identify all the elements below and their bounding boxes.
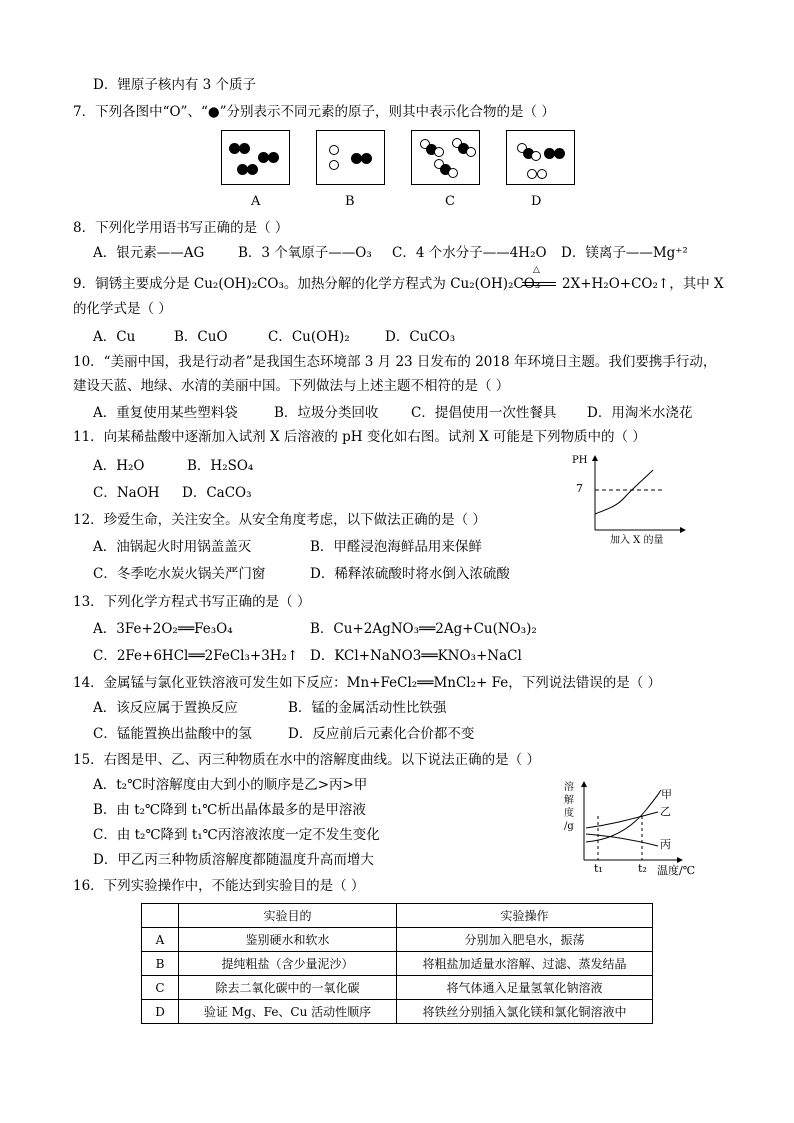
q9-option-b: B．CuO xyxy=(174,329,228,345)
table-cell: C xyxy=(142,976,179,1000)
q11-stem: 11．向某稀盐酸中逐渐加入试剂 X 后溶液的 pH 变化如右图。试剂 X 可能是下列物质中的（ ） xyxy=(73,429,646,445)
q7-figure-c xyxy=(411,130,480,185)
q11-option-c: C．NaOH xyxy=(93,485,160,501)
q14-stem: 14．金属锰与氯化亚铁溶液可发生如下反应：Mn+FeCl₂══MnCl₂+ Fe，下列说法错误的是（ ） xyxy=(73,675,662,691)
q13-option-a: A．3Fe+2O₂══Fe₃O₄ xyxy=(93,621,233,637)
q7-figure-d xyxy=(506,130,575,185)
q13-option-d: D．KCl+NaNO3══KNO₃+NaCl xyxy=(310,648,522,664)
table-cell: 将铁丝分别插入氯化镁和氯化铜溶液中 xyxy=(397,1000,653,1024)
q10-option-d: D．用淘米水浇花 xyxy=(587,405,693,421)
q15-graph-t2: t₂ xyxy=(638,862,647,875)
q7-figure-a xyxy=(221,130,290,185)
q15-curve-label-yi: 乙 xyxy=(660,805,671,818)
q9-option-c: C．Cu(OH)₂ xyxy=(268,329,350,345)
q13-option-c: C．2Fe+6HCl══2FeCl₃+3H₂↑ xyxy=(93,648,299,664)
q9-line2: 的化学式是（ ） xyxy=(73,301,172,317)
q9-option-a: A．Cu xyxy=(93,329,136,345)
q9-line1-b: 2X+H₂O+CO₂↑，其中 X xyxy=(562,276,724,292)
q10-option-a: A．重复使用某些塑料袋 xyxy=(93,405,238,421)
q12-option-c: C．冬季吃水炭火锅关严门窗 xyxy=(93,566,266,582)
table-cell: 将气体通入足量氢氧化钠溶液 xyxy=(397,976,653,1000)
q14-option-b: B．锰的金属活动性比铁强 xyxy=(288,700,447,716)
q15-graph-t1: t₁ xyxy=(594,862,603,875)
q12-option-b: B．甲醛浸泡海鲜品用来保鲜 xyxy=(310,539,482,555)
q7-label-c: C xyxy=(445,194,455,209)
table-cell: 鉴别硬水和软水 xyxy=(179,928,397,952)
q7-label-a: A xyxy=(251,194,261,209)
q8-option-c: C．4 个水分子——4H₂O xyxy=(392,245,547,261)
q11-graph-ylabel: PH xyxy=(572,455,588,466)
q12-option-d: D．稀释浓硫酸时将水倒入浓硫酸 xyxy=(310,566,510,582)
q15-option-a: A．t₂℃时溶解度由大到小的顺序是乙>丙>甲 xyxy=(93,777,368,793)
q9-heat-symbol: △ xyxy=(533,265,540,275)
table-cell: D xyxy=(142,1000,179,1024)
q14-option-d: D．反应前后元素化合价都不变 xyxy=(288,726,475,742)
table-cell: 分别加入肥皂水，振荡 xyxy=(397,928,653,952)
q12-option-a: A．油锅起火时用锅盖盖灭 xyxy=(93,539,252,555)
ph-graph-x-arrow xyxy=(680,527,686,533)
table-cell: 将粗盐加适量水溶解、过滤、蒸发结晶 xyxy=(397,952,653,976)
q8-option-b: B．3 个氧原子——O₃ xyxy=(238,245,372,261)
q10-option-c: C．提倡使用一次性餐具 xyxy=(411,405,557,421)
q9-line1: 9．铜锈主要成分是 Cu₂(OH)₂CO₃。加热分解的化学方程式为 Cu₂(OH)₂CO₃ xyxy=(73,276,541,292)
q10-option-b: B．垃圾分类回收 xyxy=(274,405,379,421)
q15-curve-label-bing: 丙 xyxy=(660,838,671,851)
q9-option-d: D．CuCO₃ xyxy=(385,329,456,345)
sol-graph-y-arrow xyxy=(581,781,587,787)
q16-experiment-table xyxy=(141,903,653,1024)
table-row xyxy=(142,952,653,976)
q11-option-b: B．H₂SO₄ xyxy=(187,458,254,474)
table-row xyxy=(142,976,653,1000)
q11-option-d: D．CaCO₃ xyxy=(182,485,252,501)
q12-stem: 12．珍爱生命，关注安全。从安全角度考虑，以下做法正确的是（ ） xyxy=(73,512,486,528)
q13-option-b: B．Cu+2AgNO₃══2Ag+Cu(NO₃)₂ xyxy=(310,621,537,637)
q15-stem: 15．右图是甲、乙、丙三种物质在水中的溶解度曲线。以下说法正确的是（ ） xyxy=(73,752,540,768)
q7-label-d: D xyxy=(531,194,542,209)
q15-option-b: B．由 t₂℃降到 t₁℃析出晶体最多的是甲溶液 xyxy=(93,802,366,818)
q15-option-c: C．由 t₂℃降到 t₁℃丙溶液浓度一定不发生变化 xyxy=(93,827,380,843)
table-row xyxy=(142,1000,653,1024)
q14-option-a: A．该反应属于置换反应 xyxy=(93,700,238,716)
q10-line2: 建设天蓝、地绿、水清的美丽中国。下列做法与上述主题不相符的是（ ） xyxy=(73,378,510,394)
q9-equals-sign xyxy=(522,282,556,286)
q8-option-d: D．镁离子——Mg⁺² xyxy=(561,245,688,261)
q7-stem: 7．下列各图中“O”、“●”分别表示不同元素的原子，则其中表示化合物的是（ ） xyxy=(73,104,555,120)
q16-stem: 16．下列实验操作中，不能达到实验目的是（ ） xyxy=(73,878,365,894)
q7-label-b: B xyxy=(345,194,355,209)
table-header-cell: 实验操作 xyxy=(397,904,653,928)
table-cell: 验证 Mg、Fe、Cu 活动性顺序 xyxy=(179,1000,397,1024)
q11-graph-xlabel: 加入 X 的量 xyxy=(610,535,664,546)
table-row xyxy=(142,928,653,952)
sol-graph-curve-yi xyxy=(586,812,658,828)
table-cell: B xyxy=(142,952,179,976)
q15-option-d: D．甲乙丙三种物质溶解度都随温度升高而增大 xyxy=(93,852,374,868)
q14-option-c: C．锰能置换出盐酸中的氢 xyxy=(93,726,252,742)
q11-graph-tick-7: 7 xyxy=(576,482,583,495)
table-cell: 提纯粗盐（含少量泥沙） xyxy=(179,952,397,976)
ph-graph-curve xyxy=(595,470,653,514)
q13-stem: 13．下列化学方程式书写正确的是（ ） xyxy=(73,594,311,610)
table-cell: A xyxy=(142,928,179,952)
table-cell: 除去二氧化碳中的一氧化碳 xyxy=(179,976,397,1000)
q6-option-d: D．锂原子核内有 3 个质子 xyxy=(93,77,256,93)
q15-curve-label-jia: 甲 xyxy=(661,788,672,801)
q7-figure-b xyxy=(316,130,385,185)
sol-graph-curve-jia xyxy=(586,790,661,842)
q15-graph-xlabel: 温度/℃ xyxy=(657,864,696,877)
q10-line1: 10．“美丽中国，我是行动者”是我国生态环境部 3 月 23 日发布的 2018 年环境日主题。我们要携手行动， xyxy=(73,354,717,370)
table-header-cell: 实验目的 xyxy=(179,904,397,928)
ph-graph-y-arrow xyxy=(592,455,598,461)
q11-option-a: A．H₂O xyxy=(93,458,145,474)
table-header-row xyxy=(142,904,653,928)
q15-graph-ylabel: 溶 解 度 /g xyxy=(564,782,574,832)
table-header-cell xyxy=(142,904,179,928)
q15-solubility-graph xyxy=(560,778,700,873)
q8-option-a: A．银元素——AG xyxy=(93,245,205,261)
q8-stem: 8．下列化学用语书写正确的是（ ） xyxy=(73,220,289,236)
